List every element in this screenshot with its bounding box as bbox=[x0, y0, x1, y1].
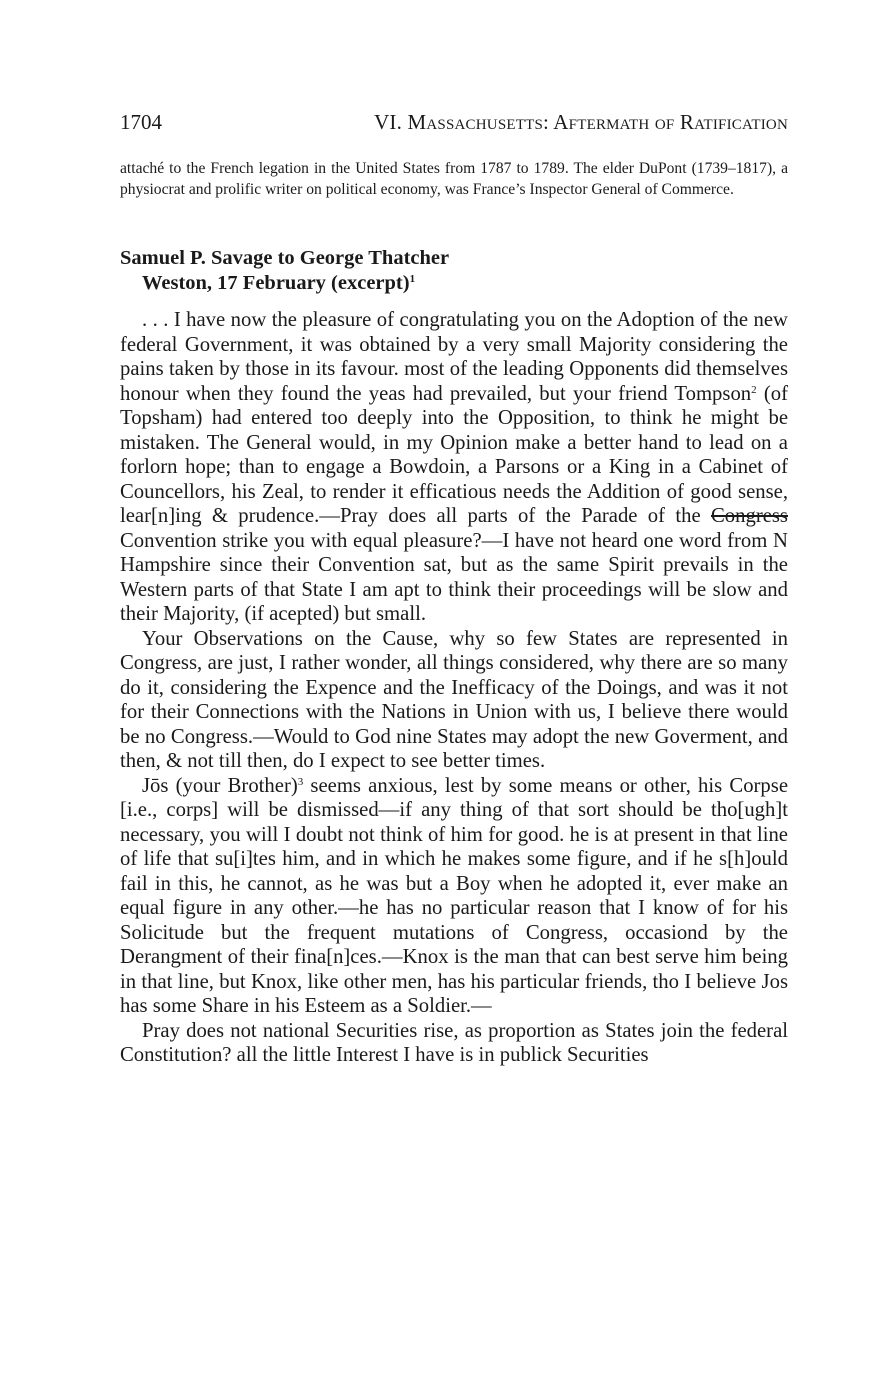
footnote-ref-3: 3 bbox=[297, 775, 304, 788]
paragraph-3: Jōs (your Brother)$^3$ seems anxious, lest by some means or other, his Corpse [i.e., corps] will be dismissed—if any thing of that sort should be tho[ugh]t necessary, you will I doubt not think of him for good. he is at present in that line of life that su[i]tes him, and in which he makes some figure, and if he s[h]ould fail in this, he cannot, as he was but a Boy when he adopted it, ever make an equal figure in any other.—he has no particular reason that I know of for his Solicitude but the frequent mutations of Congress, occasiond by the Derangment of their fina[n]ces.—Knox is the man that can best serve him being in that line, but Knox, like other men, has his particular friends, tho I believe Jos has some Share in his Esteem as a Soldier.— bbox=[120, 774, 788, 1017]
page-number: 1704 bbox=[120, 110, 162, 134]
footnote-ref-2: 2 bbox=[751, 383, 757, 396]
running-title: VI. Massachusetts: Aftermath of Ratification bbox=[374, 110, 788, 134]
heading-title: Samuel P. Savage to George Thatcher bbox=[120, 247, 450, 269]
footnote-continuation: attaché to the French legation in the United States from 1787 to 1789. The elder DuPont (1739–1817), a physiocrat and prolific writer on political economy, was France’s Inspector General of Commerce. bbox=[120, 160, 788, 198]
letter-body bbox=[120, 308, 788, 1068]
heading-place-date: Weston, 17 February (excerpt)$^1$ bbox=[142, 272, 416, 294]
running-head bbox=[120, 110, 788, 136]
paragraph-1: . . . I have now the pleasure of congratulating you on the Adoption of the new federal Government, it was obtained by a very small Majority considering the pains taken by those in its favour. most of the leading Opponents did themselves honour when they found the yeas had prevailed, but your friend Tompson$^2$ (of Topsham) had entered too deeply into the Opposition, to think he might be mistaken. The General would, in my Opinion make a better hand to lead on a forlorn hope; than to engage a Bowdoin, a Parsons or a King in a Cabinet of Councellors, his Zeal, to render it efficatious needs the Addition of good sense, lear[n]ing & prudence.—Pray does all parts of the Parade of the Congress Convention strike you with equal pleasure?—I have not heard one word from N Hampshire since their Convention sat, but as the same Spirit prevails in the Western parts of that State I am apt to think their proceedings will be slow and their Majority, (if acepted) but small. bbox=[120, 309, 789, 625]
paragraph-4: Pray does not national Securities rise, as proportion as States join the federal Constitution? all the little Interest I have is in publick Securities bbox=[120, 1019, 788, 1066]
struck-word: Congress bbox=[710, 505, 788, 527]
paragraph-2: Your Observations on the Cause, why so few States are represented in Congress, are just, I rather wonder, all things considered, why there are so many do it, considering the Expence and the Inefficacy of the Doings, and was it not for their Connections with the Nations in Union with us, I believe there would be no Congress.—Would to God nine States may adopt the new Goverment, and then, & not till then, do I expect to see better times. bbox=[120, 627, 788, 772]
document-heading bbox=[120, 246, 788, 296]
footnote-ref-1: 1 bbox=[409, 273, 416, 285]
